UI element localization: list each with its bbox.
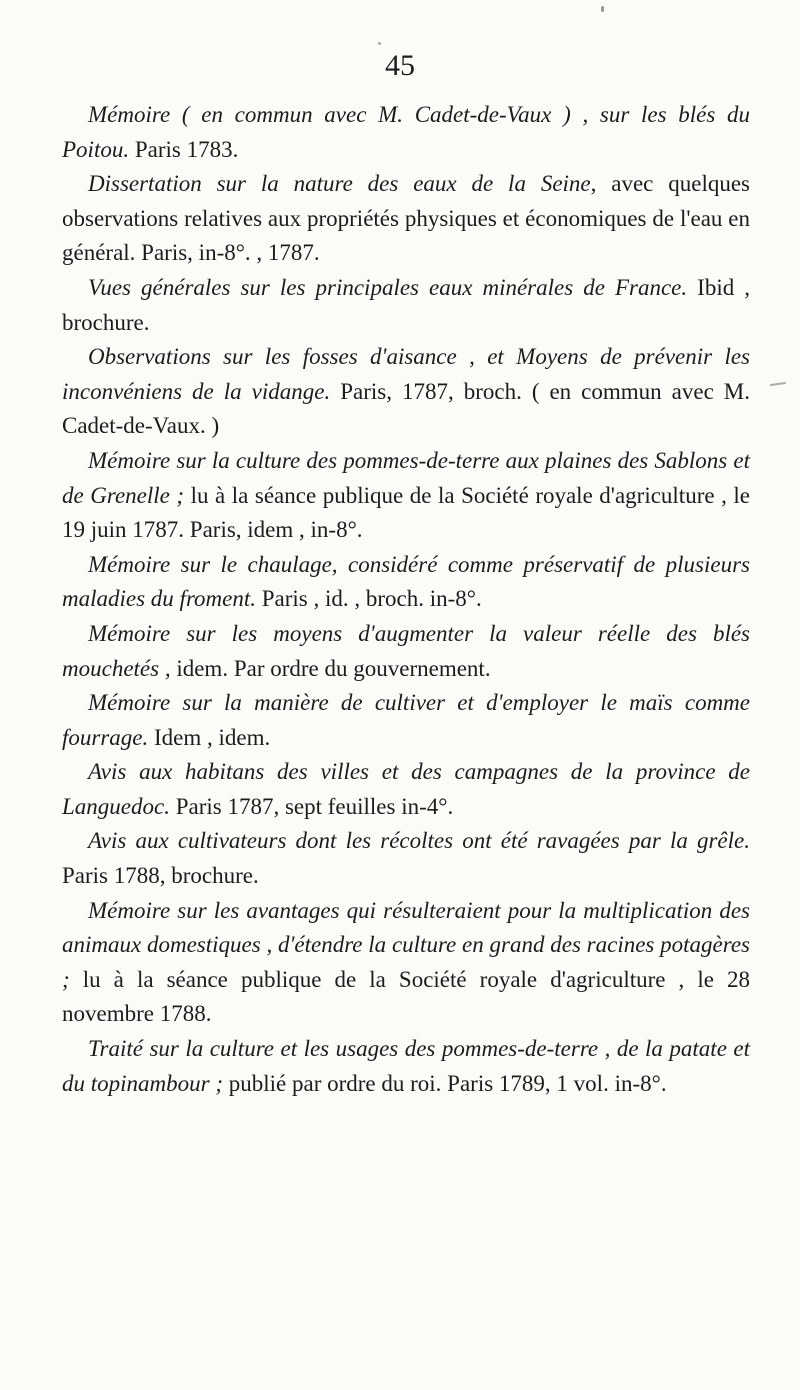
entry-title: Mémoire ( en commun avec M. Cadet-de-Vaux ) , sur les blés du Poitou. (62, 102, 750, 162)
entry-details: lu à la séance publique de la Société royale d'agriculture , le 19 juin 1787. Paris, idem , in-8°. (62, 482, 750, 543)
paper-speck (601, 6, 604, 12)
bibliography-entry (62, 167, 750, 271)
bibliography-entry (62, 686, 750, 755)
entry-details: Paris 1787, sept feuilles in-4°. (169, 793, 454, 819)
bibliography-entry (62, 755, 750, 824)
entry-details: Idem , idem. (148, 724, 271, 750)
entry-title: Mémoire sur la culture des pommes-de-terre aux plaines des Sablons et de Grenelle ; (62, 447, 750, 508)
entry-details: Paris, 1787, broch. ( en commun avec M. Cadet-de-Vaux. ) (62, 378, 750, 439)
bibliography-entry (62, 824, 750, 893)
entry-title: Dissertation sur la nature des eaux de la Seine (88, 171, 591, 197)
bibliography-entry (62, 444, 750, 548)
page-number: 45 (385, 49, 415, 82)
entry-title: Mémoire sur la manière de cultiver et d'employer le maïs comme fourrage. (62, 690, 750, 750)
entry-title: Traité sur la culture et les usages des pommes-de-terre , de la patate et du topinambour ; (62, 1036, 750, 1096)
bibliography-entry (62, 98, 750, 167)
entry-title: Vues générales sur les principales eaux minérales de France. (88, 274, 688, 300)
bibliography-entry (62, 340, 750, 444)
entry-details: , avec quelques observations relatives aux propriétés physiques et économiques de l'eau en général. Paris, in-8°. , 1787. (62, 171, 751, 266)
bibliography-entry (62, 894, 750, 1032)
bibliography-entry (62, 1032, 750, 1101)
entry-title: Observations sur les fosses d'aisance , et Moyens de prévenir les inconvéniens de la vidange. (62, 344, 750, 404)
entry-title: Avis aux cultivateurs dont les récoltes ont été ravagées par la grêle. (88, 828, 750, 854)
bibliography-list (62, 98, 750, 1101)
entry-title: Mémoire sur les moyens d'augmenter la valeur réelle des blés mouchetés , (62, 620, 750, 681)
entry-details: Paris 1788, brochure. (62, 863, 259, 889)
bibliography-entry (62, 271, 750, 340)
margin-mark (770, 382, 786, 386)
entry-details: idem. Par ordre du gouvernement. (170, 655, 491, 681)
entry-details: Paris 1783. (129, 136, 239, 162)
entry-details: Ibid , brochure. (62, 274, 750, 335)
entry-title: Mémoire sur les avantages qui résulteraient pour la multiplication des animaux domestiques , d'étendre la culture en grand des racines potagères ; (62, 897, 750, 992)
entry-details: lu à la séance publique de la Société royale d'agriculture , le 28 novembre 1788. (62, 966, 750, 1027)
paper-speck (378, 42, 381, 45)
entry-details: publié par ordre du roi. Paris 1789, 1 vol. in-8°. (223, 1070, 667, 1096)
bibliography-entry (62, 548, 750, 617)
bibliography-entry (62, 617, 750, 686)
entry-details: Paris , id. , broch. in-8°. (256, 586, 482, 612)
entry-title: Mémoire sur le chaulage, considéré comme préservatif de plusieurs maladies du froment. (62, 551, 750, 612)
entry-title: Avis aux habitans des villes et des campagnes de la province de Languedoc. (62, 759, 750, 819)
